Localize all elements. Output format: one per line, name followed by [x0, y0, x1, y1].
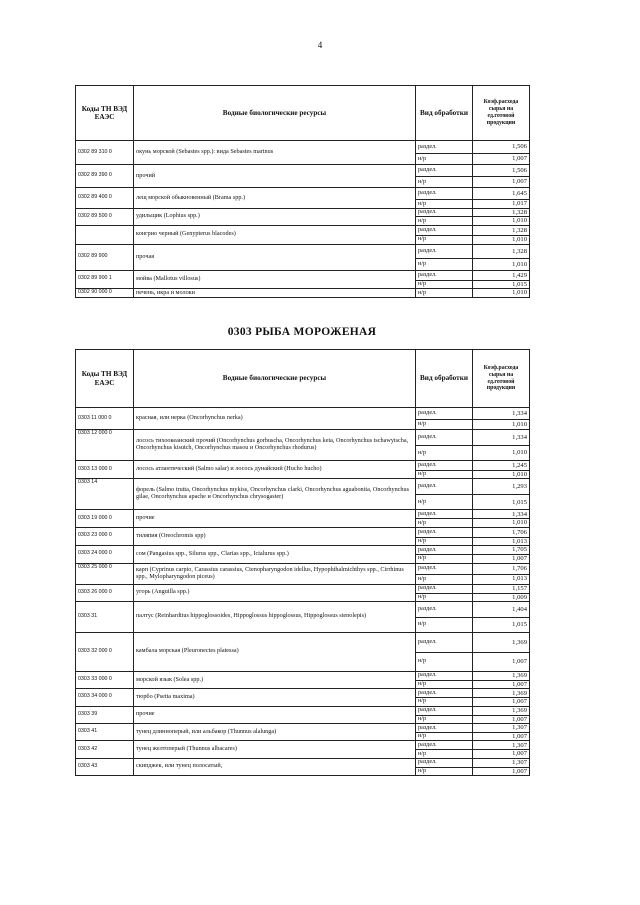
consumption-coefficient: 1,013 — [473, 574, 530, 584]
table-row — [76, 510, 530, 519]
coefficients-table-0303 — [75, 349, 530, 776]
table-row — [76, 527, 530, 537]
consumption-coefficient: 1,404 — [473, 601, 530, 617]
processing-kind: раздел. — [416, 270, 473, 280]
table-row — [76, 601, 530, 617]
tn-ved-code: 0302 89 310 0 — [76, 141, 134, 165]
table-row — [76, 270, 530, 280]
processing-kind: раздел. — [416, 225, 473, 235]
resource-description: прочие — [134, 706, 416, 723]
table-row — [76, 706, 530, 715]
header-code: Коды ТН ВЭД ЕАЭС — [76, 86, 134, 141]
consumption-coefficient: 1,009 — [473, 593, 530, 601]
table-row — [76, 141, 530, 154]
consumption-coefficient: 1,007 — [473, 177, 530, 188]
tn-ved-code — [76, 225, 134, 244]
consumption-coefficient: 1,334 — [473, 408, 530, 420]
consumption-coefficient: 1,007 — [473, 750, 530, 758]
table-row — [76, 430, 530, 446]
header-processing-kind: Вид обработки — [416, 350, 473, 408]
processing-kind: н/р — [416, 574, 473, 584]
tn-ved-code: 0303 39 — [76, 706, 134, 723]
processing-kind: н/р — [416, 767, 473, 775]
tn-ved-code: 0303 23 000 0 — [76, 527, 134, 545]
consumption-coefficient: 1,015 — [473, 617, 530, 632]
tn-ved-code: 0303 31 — [76, 601, 134, 632]
consumption-coefficient: 1,334 — [473, 430, 530, 446]
tn-ved-code: 0303 14 — [76, 479, 134, 510]
consumption-coefficient: 1,506 — [473, 165, 530, 177]
processing-kind: н/р — [416, 617, 473, 632]
consumption-coefficient: 1,706 — [473, 563, 530, 574]
consumption-coefficient: 1,015 — [473, 495, 530, 510]
resource-description: форель (Salmo trutta, Oncorhynchus mykiss, Oncorhynchus clarki, Oncorhynchus aguabonita, Oncorhynchus gilae, Oncorhynchus apache и Oncorhynchus chrysogaster) — [134, 479, 416, 510]
table-row — [76, 671, 530, 680]
processing-kind: раздел. — [416, 724, 473, 733]
consumption-coefficient: 1,328 — [473, 244, 530, 258]
tn-ved-code: 0302 89 390 0 — [76, 165, 134, 188]
resource-description: печень, икра и молоки — [134, 289, 416, 298]
header-resources: Водные биологические ресурсы — [134, 350, 416, 408]
processing-kind: раздел. — [416, 527, 473, 537]
table-row — [76, 584, 530, 593]
header-code: Коды ТН ВЭД ЕАЭС — [76, 350, 134, 408]
consumption-coefficient: 1,017 — [473, 200, 530, 209]
processing-kind: раздел. — [416, 741, 473, 750]
page-number: 4 — [317, 40, 323, 50]
resource-description: скипджек, или тунец полосатый, — [134, 758, 416, 775]
processing-kind: н/р — [416, 235, 473, 244]
table-row — [76, 689, 530, 698]
processing-kind: н/р — [416, 698, 473, 706]
resource-description: удильщик (Lophius spp.) — [134, 209, 416, 226]
resource-description: морской язык (Solea spp.) — [134, 671, 416, 688]
header-coefficient: Коэф.расхода сырья на ед.готовой продукции — [473, 350, 530, 408]
resource-description: лосось тихоокеанский прочий (Oncorhynchus gorbuscha, Oncorhynchus keta, Oncorhynchus tschawytscha, Oncorhynchus kisutch, Oncorhynchus masou и Oncorhynchus rhodurus) — [134, 430, 416, 461]
processing-kind: раздел. — [416, 632, 473, 652]
consumption-coefficient: 1,007 — [473, 733, 530, 741]
table-row — [76, 632, 530, 652]
consumption-coefficient: 1,007 — [473, 715, 530, 723]
table-row — [76, 188, 530, 200]
processing-kind: раздел. — [416, 706, 473, 715]
consumption-coefficient: 1,010 — [473, 420, 530, 430]
processing-kind: н/р — [416, 715, 473, 723]
table-row — [76, 758, 530, 767]
tn-ved-code: 0302 90 000 0 — [76, 289, 134, 298]
consumption-coefficient: 1,245 — [473, 461, 530, 471]
consumption-coefficient: 1,010 — [473, 258, 530, 270]
consumption-coefficient: 1,007 — [473, 698, 530, 706]
table-row — [76, 165, 530, 177]
tn-ved-code: 0303 43 — [76, 758, 134, 775]
table-row — [76, 741, 530, 750]
consumption-coefficient: 1,007 — [473, 652, 530, 671]
consumption-coefficient: 1,010 — [473, 519, 530, 527]
resource-description: окунь морской (Sebastes spp.): вида Sebastes marinus — [134, 141, 416, 165]
processing-kind: н/р — [416, 593, 473, 601]
resource-description: тюрбо (Psetta maxima) — [134, 689, 416, 706]
consumption-coefficient: 1,015 — [473, 280, 530, 288]
resource-description: прочие — [134, 510, 416, 527]
processing-kind: н/р — [416, 555, 473, 563]
processing-kind: раздел. — [416, 188, 473, 200]
processing-kind: н/р — [416, 750, 473, 758]
consumption-coefficient: 1,645 — [473, 188, 530, 200]
processing-kind: раздел. — [416, 479, 473, 495]
consumption-coefficient: 1,705 — [473, 546, 530, 555]
processing-kind: н/р — [416, 446, 473, 461]
resource-description: тунец длинноперый, или альбакор (Thunnus alalunga) — [134, 724, 416, 741]
consumption-coefficient: 1,010 — [473, 217, 530, 225]
processing-kind: н/р — [416, 733, 473, 741]
resource-description: камбала морская (Pleuronectes platessa) — [134, 632, 416, 671]
processing-kind: раздел. — [416, 584, 473, 593]
processing-kind: раздел. — [416, 546, 473, 555]
processing-kind: раздел. — [416, 165, 473, 177]
processing-kind: н/р — [416, 495, 473, 510]
consumption-coefficient: 1,369 — [473, 671, 530, 680]
consumption-coefficient: 1,328 — [473, 225, 530, 235]
resource-description: мойва (Mallotus villosus) — [134, 270, 416, 288]
resource-description: карп (Cyprinus carpio, Carassius carassius, Ctenopharyngodon idellus, Hypophthalmichthys spp., Cirrhinus spp., Mylopharyngodon piceus) — [134, 563, 416, 584]
header-resources: Водные биологические ресурсы — [134, 86, 416, 141]
consumption-coefficient: 1,293 — [473, 479, 530, 495]
processing-kind: н/р — [416, 289, 473, 298]
consumption-coefficient: 1,010 — [473, 235, 530, 244]
tn-ved-code: 0302 89 900 — [76, 244, 134, 270]
processing-kind: раздел. — [416, 430, 473, 446]
resource-description: прочая — [134, 244, 416, 270]
processing-kind: н/р — [416, 420, 473, 430]
tn-ved-code: 0303 11 000 0 — [76, 408, 134, 430]
processing-kind: раздел. — [416, 510, 473, 519]
tn-ved-code: 0303 26 000 0 — [76, 584, 134, 601]
table-row — [76, 209, 530, 217]
resource-description: угорь (Anguilla spp.) — [134, 584, 416, 601]
consumption-coefficient: 1,007 — [473, 154, 530, 165]
consumption-coefficient: 1,010 — [473, 471, 530, 479]
resource-description: лещ морской обыкновенный (Brama spp.) — [134, 188, 416, 209]
consumption-coefficient: 1,013 — [473, 537, 530, 545]
resource-description: лосось атлантический (Salmo salar) и лосось дунайский (Hucho hucho) — [134, 461, 416, 479]
tn-ved-code: 0303 42 — [76, 741, 134, 758]
table-row — [76, 563, 530, 574]
tn-ved-code: 0303 13 000 0 — [76, 461, 134, 479]
consumption-coefficient: 1,429 — [473, 270, 530, 280]
processing-kind: раздел. — [416, 244, 473, 258]
table-row — [76, 244, 530, 258]
processing-kind: раздел. — [416, 141, 473, 154]
processing-kind: н/р — [416, 177, 473, 188]
tn-ved-code: 0303 12 000 0 — [76, 430, 134, 461]
processing-kind: раздел. — [416, 689, 473, 698]
table-row — [76, 225, 530, 235]
header-processing-kind: Вид обработки — [416, 86, 473, 141]
table-row — [76, 408, 530, 420]
resource-description: палтус (Reinhardtius hippoglossoides, Hippoglossus hippoglossus, Hippoglossus stenolepis) — [134, 601, 416, 632]
processing-kind: н/р — [416, 537, 473, 545]
coefficients-table-0302 — [75, 85, 530, 298]
tn-ved-code: 0303 24 000 0 — [76, 546, 134, 563]
consumption-coefficient: 1,369 — [473, 632, 530, 652]
processing-kind: раздел. — [416, 209, 473, 217]
processing-kind: н/р — [416, 471, 473, 479]
processing-kind: н/р — [416, 200, 473, 209]
processing-kind: н/р — [416, 652, 473, 671]
processing-kind: раздел. — [416, 563, 473, 574]
processing-kind: раздел. — [416, 461, 473, 471]
consumption-coefficient: 1,007 — [473, 767, 530, 775]
tn-ved-code: 0302 89 400 0 — [76, 188, 134, 209]
processing-kind: н/р — [416, 519, 473, 527]
resource-description: тунец желтоперый (Thunnus albacares) — [134, 741, 416, 758]
processing-kind: раздел. — [416, 408, 473, 420]
tn-ved-code: 0303 34 000 0 — [76, 689, 134, 706]
section-title: 0303 РЫБА МОРОЖЕНАЯ — [227, 326, 377, 338]
tn-ved-code: 0302 89 900 1 — [76, 270, 134, 288]
resource-description: тиляпия (Oreochromis spp) — [134, 527, 416, 545]
processing-kind: н/р — [416, 280, 473, 288]
tn-ved-code: 0303 25 000 0 — [76, 563, 134, 584]
tn-ved-code: 0303 41 — [76, 724, 134, 741]
tn-ved-code: 0303 33 000 0 — [76, 671, 134, 688]
consumption-coefficient: 1,369 — [473, 706, 530, 715]
resource-description: конгрио черный (Genypterus blacodes) — [134, 225, 416, 244]
consumption-coefficient: 1,506 — [473, 141, 530, 154]
consumption-coefficient: 1,010 — [473, 446, 530, 461]
resource-description: прочий — [134, 165, 416, 188]
tn-ved-code: 0303 32 000 0 — [76, 632, 134, 671]
consumption-coefficient: 1,010 — [473, 289, 530, 298]
consumption-coefficient: 1,369 — [473, 689, 530, 698]
consumption-coefficient: 1,706 — [473, 527, 530, 537]
table-body — [76, 408, 530, 776]
consumption-coefficient: 1,157 — [473, 584, 530, 593]
processing-kind: раздел. — [416, 671, 473, 680]
table-row — [76, 289, 530, 298]
table-row — [76, 546, 530, 555]
consumption-coefficient: 1,007 — [473, 555, 530, 563]
consumption-coefficient: 1,307 — [473, 758, 530, 767]
table-row — [76, 724, 530, 733]
processing-kind: н/р — [416, 258, 473, 270]
header-coefficient: Коэф.расхода сырья на ед.готовой продукции — [473, 86, 530, 141]
processing-kind: н/р — [416, 217, 473, 225]
consumption-coefficient: 1,007 — [473, 680, 530, 688]
consumption-coefficient: 1,307 — [473, 724, 530, 733]
table-row — [76, 479, 530, 495]
processing-kind: н/р — [416, 680, 473, 688]
processing-kind: раздел. — [416, 601, 473, 617]
table-row — [76, 461, 530, 471]
tn-ved-code: 0302 89 500 0 — [76, 209, 134, 226]
table-body — [76, 141, 530, 298]
processing-kind: н/р — [416, 154, 473, 165]
resource-description: красная, или нерка (Oncorhynchus nerka) — [134, 408, 416, 430]
tn-ved-code: 0303 19 000 0 — [76, 510, 134, 527]
consumption-coefficient: 1,307 — [473, 741, 530, 750]
consumption-coefficient: 1,328 — [473, 209, 530, 217]
processing-kind: раздел. — [416, 758, 473, 767]
resource-description: сом (Pangasius spp., Silurus spp., Clarias spp., Ictalurus spp.) — [134, 546, 416, 563]
consumption-coefficient: 1,334 — [473, 510, 530, 519]
